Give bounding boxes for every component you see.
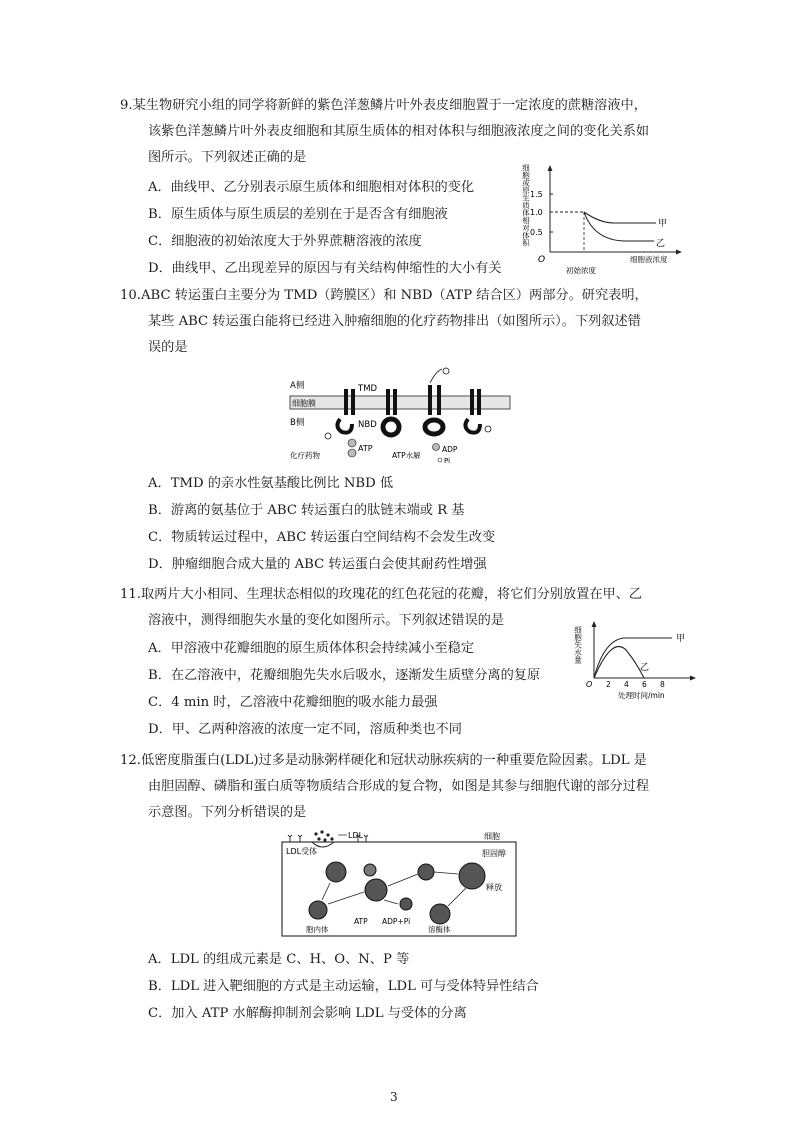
stem-line: 取两片大小相同、生理状态相似的玫瑰花的红色花冠的花瓣，将它们分别放置在甲、乙 — [140, 587, 643, 602]
q11-option-d: D．甲、乙两种溶液的浓度一定不同，溶质种类也不同 — [148, 722, 462, 737]
xtick: 2 — [606, 680, 611, 689]
drug-molecule — [485, 426, 491, 432]
q10-drug-label: 化疗药物 — [290, 451, 320, 460]
x-axis-arrow — [676, 250, 682, 255]
xtick: 6 — [642, 680, 647, 689]
stem-line: 某些 ABC 转运蛋白能将已经进入肿瘤细胞的化疗药物排出（如图所示）。下列叙述错 — [148, 314, 641, 329]
q11-xlabel: 处理时间/min — [618, 691, 665, 700]
q11-label-yi: 乙 — [640, 663, 650, 673]
atp-molecule — [348, 449, 356, 457]
stem-line: 某生物研究小组的同学将新鲜的紫色洋葱鳞片叶外表皮细胞置于一定浓度的蔗糖溶液中， — [132, 98, 647, 113]
endosome — [309, 901, 327, 919]
q12-option-a: A．LDL 的组成元素是 C、H、O、N、P 等 — [148, 952, 410, 967]
stem-line: 低密度脂蛋白(LDL)过多是动脉粥样硬化和冠状动脉疾病的一种重要危险因素。LDL 是 — [140, 753, 647, 768]
q12-option-c: C．加入 ATP 水解酶抑制剂会影响 LDL 与受体的分离 — [148, 1006, 467, 1021]
stem-line: 示意图。下列分析错误的是 — [148, 805, 307, 820]
cholesterol-vesicle — [459, 863, 485, 889]
question-10-stem — [120, 283, 648, 361]
q11-ylabel: 细胞失水量 — [574, 626, 583, 664]
page-number: 3 — [390, 1090, 398, 1104]
q10-nbd-label: NBD — [358, 420, 377, 430]
q9-curve-yi — [584, 212, 654, 241]
xtick: 8 — [660, 680, 665, 689]
y-axis-arrow — [548, 165, 553, 171]
stem-line: 由胆固醇、磷脂和蛋白质等物质结合形成的复合物，如图是其参与细胞代谢的部分过程 — [148, 779, 650, 794]
q12-ldl-label: LDL — [348, 831, 364, 840]
q11-option-a: A．甲溶液中花瓣细胞的原生质体体积会持续减小至稳定 — [148, 641, 475, 656]
q12-option-b: B．LDL 进入靶细胞的方式是主动运输，LDL 可与受体特异性结合 — [148, 979, 539, 994]
q10-adp-label: ADP — [442, 445, 458, 454]
q10-option-b: B．游离的氨基位于 ABC 转运蛋白的肽链末端或 R 基 — [148, 503, 465, 518]
stem-line: ABC 转运蛋白主要分为 TMD（跨膜区）和 NBD（ATP 结合区）两部分。研究表明， — [140, 288, 648, 303]
q9-ylabel: 细胞或原生质体相对体积 — [521, 164, 531, 247]
q9-origin: O — [538, 255, 546, 265]
q10-option-c: C．物质转运过程中，ABC 转运蛋白空间结构不会发生改变 — [148, 530, 496, 545]
stem-line: 误的是 — [148, 340, 188, 355]
q12-endosome-label: 胞内体 — [306, 925, 329, 934]
q12-cholesterol-label: 胆固醇 — [482, 849, 506, 858]
drug-molecule — [325, 433, 331, 439]
q9-option-d: D．曲线甲、乙出现差异的原因与有关结构伸缩性的大小有关 — [148, 261, 502, 276]
q11-curve-jia — [594, 638, 672, 678]
q9-label-yi: 乙 — [656, 239, 666, 249]
lysosome — [430, 904, 450, 924]
question-number: 12. — [120, 753, 141, 768]
q12-adp-label: ADP+Pi — [382, 917, 411, 926]
xtick: 4 — [624, 680, 629, 689]
q10-abc-transporter-diagram — [280, 365, 516, 465]
ytick: 1.5 — [530, 190, 543, 199]
q9-option-c: C．细胞液的初始浓度大于外界蔗糖溶液的浓度 — [148, 234, 422, 249]
stem-line: 图所示。下列叙述正确的是 — [148, 150, 307, 165]
stem-line: 溶液中，测得细胞失水量的变化如图所示。下列叙述错误的是 — [148, 613, 505, 628]
q9-option-a: A．曲线甲、乙分别表示原生质体和细胞相对体积的变化 — [148, 180, 475, 195]
q10-option-d: D．肿瘤细胞合成大量的 ABC 转运蛋白会使其耐药性增强 — [148, 557, 487, 572]
q10-membrane-label: 细胞膜 — [292, 399, 316, 408]
q9-xmark: 初始浓度 — [566, 266, 596, 275]
question-number: 9. — [120, 98, 133, 113]
q9-xlabel: 细胞液浓度 — [630, 255, 668, 264]
q10-hydrolysis-label: ATP水解 — [392, 451, 421, 460]
ytick: 0.5 — [530, 228, 543, 237]
q10-side-b: B侧 — [290, 418, 305, 428]
q12-lysosome-label: 溶酶体 — [428, 925, 451, 934]
q10-option-a: A．TMD 的亲水性氨基酸比例比 NBD 低 — [148, 476, 394, 491]
vesicle — [365, 879, 387, 901]
ytick: 1.0 — [530, 208, 543, 217]
q9-volume-graph — [508, 160, 688, 278]
q12-receptor-label: LDL受体 — [286, 847, 318, 856]
q10-atp-label: ATP — [358, 444, 373, 453]
q11-option-c: C．4 min 时，乙溶液中花瓣细胞的吸水能力最强 — [148, 695, 438, 710]
question-number: 10. — [120, 288, 141, 303]
q11-origin: O — [586, 680, 593, 689]
q10-tmd-label: TMD — [358, 384, 378, 394]
ldl-particles — [314, 830, 333, 841]
question-12-stem — [120, 748, 649, 826]
question-11-stem — [120, 582, 642, 634]
y-axis-arrow — [592, 621, 597, 627]
q12-ldl-pathway-diagram — [278, 828, 522, 940]
q11-curve-yi — [594, 647, 644, 679]
x-axis-arrow — [690, 676, 696, 681]
q12-cell-label: 细胞 — [484, 832, 500, 841]
q12-release-label: 释放 — [486, 883, 502, 892]
question-number: 11. — [120, 587, 141, 602]
q11-label-jia: 甲 — [676, 634, 686, 644]
q9-label-jia: 甲 — [658, 219, 668, 229]
q10-pi-label: Pi — [444, 457, 451, 465]
q9-option-b: B．原生质体与原生质层的差别在于是否含有细胞液 — [148, 207, 448, 222]
q11-option-b: B．在乙溶液中，花瓣细胞先失水后吸水，逐渐发生质壁分离的复原 — [148, 668, 541, 683]
q10-side-a: A侧 — [290, 381, 305, 391]
q9-curve-jia — [584, 212, 656, 223]
drug-molecule — [443, 368, 449, 374]
atp-molecule — [348, 439, 356, 447]
stem-line: 该紫色洋葱鳞片叶外表皮细胞和其原生质体的相对体积与细胞液浓度之间的变化关系如 — [148, 124, 650, 139]
vesicle — [326, 862, 346, 882]
q12-atp-label: ATP — [354, 917, 368, 926]
q11-water-loss-graph — [574, 616, 702, 702]
